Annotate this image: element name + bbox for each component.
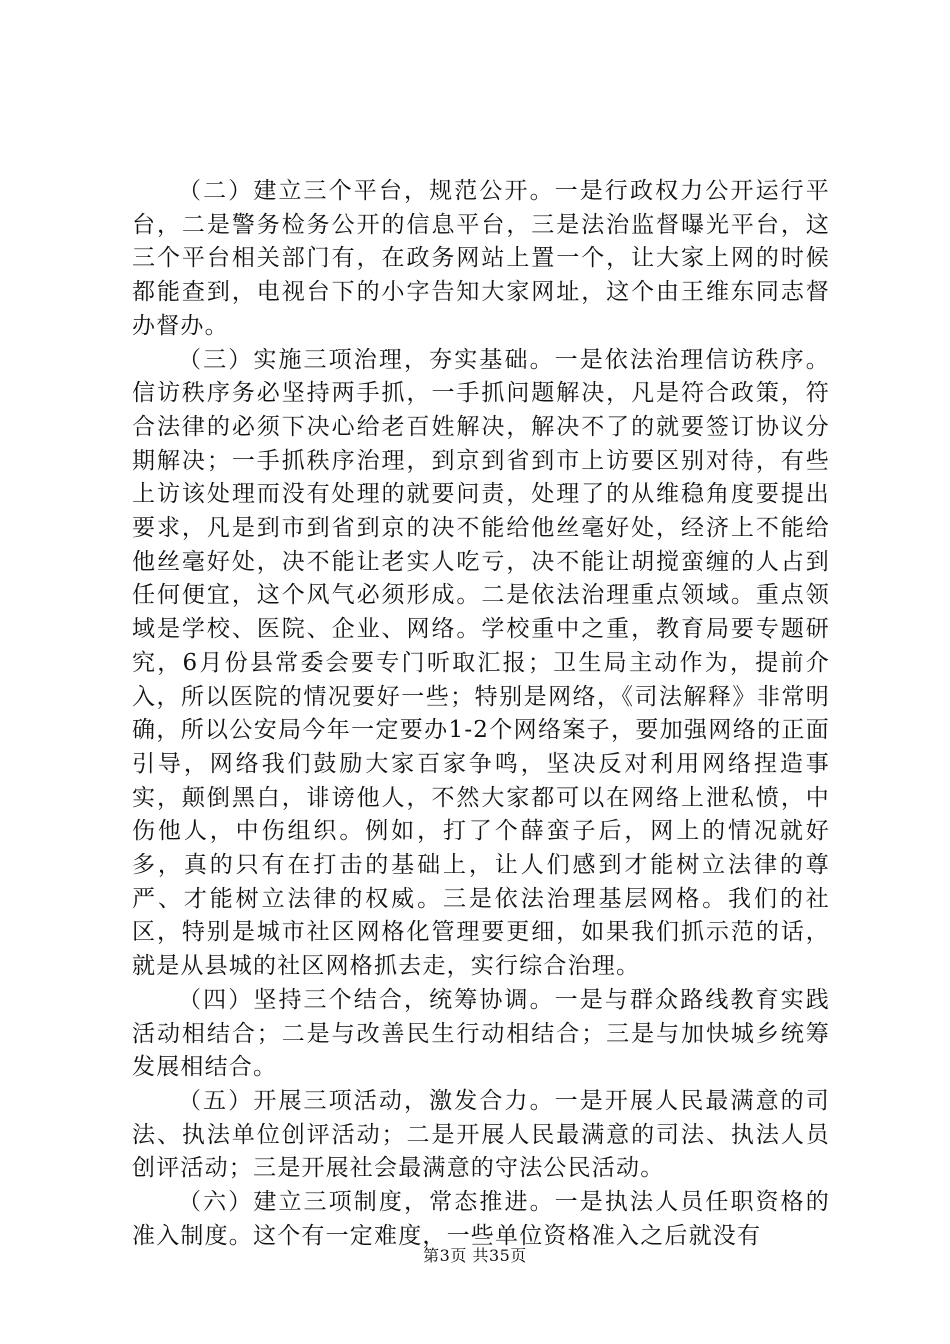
paragraph-section-3: （三）实施三项治理，夯实基础。一是依法治理信访秩序。信访秩序务必坚持两手抓，一手抓问题解决，凡是符合政策，符合法律的必须下决心给老百姓解决，解决不了的就要签订协议分期解决；一手抓秩序治理，到京到省到市上访要区别对待，有些上访该处理而没有处理的就要问责，处理了的从维稳角度要提出要求，凡是到市到省到京的决不能给他丝毫好处，经济上不能给他丝毫好处，决不能让老实人吃亏，决不能让胡搅蛮缠的人占到任何便宜，这个风气必须形成。二是依法治理重点领域。重点领域是学校、医院、企业、网络。学校重中之重，教育局要专题研究，6月份县常委会要专门听取汇报；卫生局主动作为，提前介入，所以医院的情况要好一些；特别是网络，《司法解释》非常明确，所以公安局今年一定要办1-2个网络案子，要加强网络的正面引导，网络我们鼓励大家百家争鸣，坚决反对利用网络捏造事实，颠倒黑白，诽谤他人，不然大家都可以在网络上泄私愤，中伤他人，中伤组织。例如，打了个薛蛮子后，网上的情况就好多，真的只有在打击的基础上，让人们感到才能树立法律的尊严、才能树立法律的权威。三是依法治理基层网格。我们的社区，特别是城市社区网格化管理要更细，如果我们抓示范的话，就是从县城的社区网格抓去走，实行综合治理。	[132, 346, 830, 980]
paragraph-section-2: （二）建立三个平台，规范公开。一是行政权力公开运行平台，二是警务检务公开的信息平台，三是法治监督曝光平台，这三个平台相关部门有，在政务网站上置一个，让大家上网的时候都能查到，电视台下的小字告知大家网址，这个由王维东同志督办督办。	[132, 178, 830, 339]
paragraph-section-5: （五）开展三项活动，激发合力。一是开展人民最满意的司法、执法单位创评活动；二是开展人民最满意的司法、执法人员创评活动；三是开展社会最满意的守法公民活动。	[132, 1087, 830, 1182]
paragraph-section-4: （四）坚持三个结合，统筹协调。一是与群众路线教育实践活动相结合；二是与改善民生行动相结合；三是与加快城乡统筹发展相结合。	[132, 986, 830, 1081]
page-number-footer: 第3页 共35页	[423, 1246, 527, 1265]
document-body	[132, 175, 830, 1254]
paragraph-section-6: （六）建立三项制度，常态推进。一是执法人员任职资格的准入制度。这个有一定难度，一些单位资格准入之后就没有	[132, 1189, 830, 1249]
